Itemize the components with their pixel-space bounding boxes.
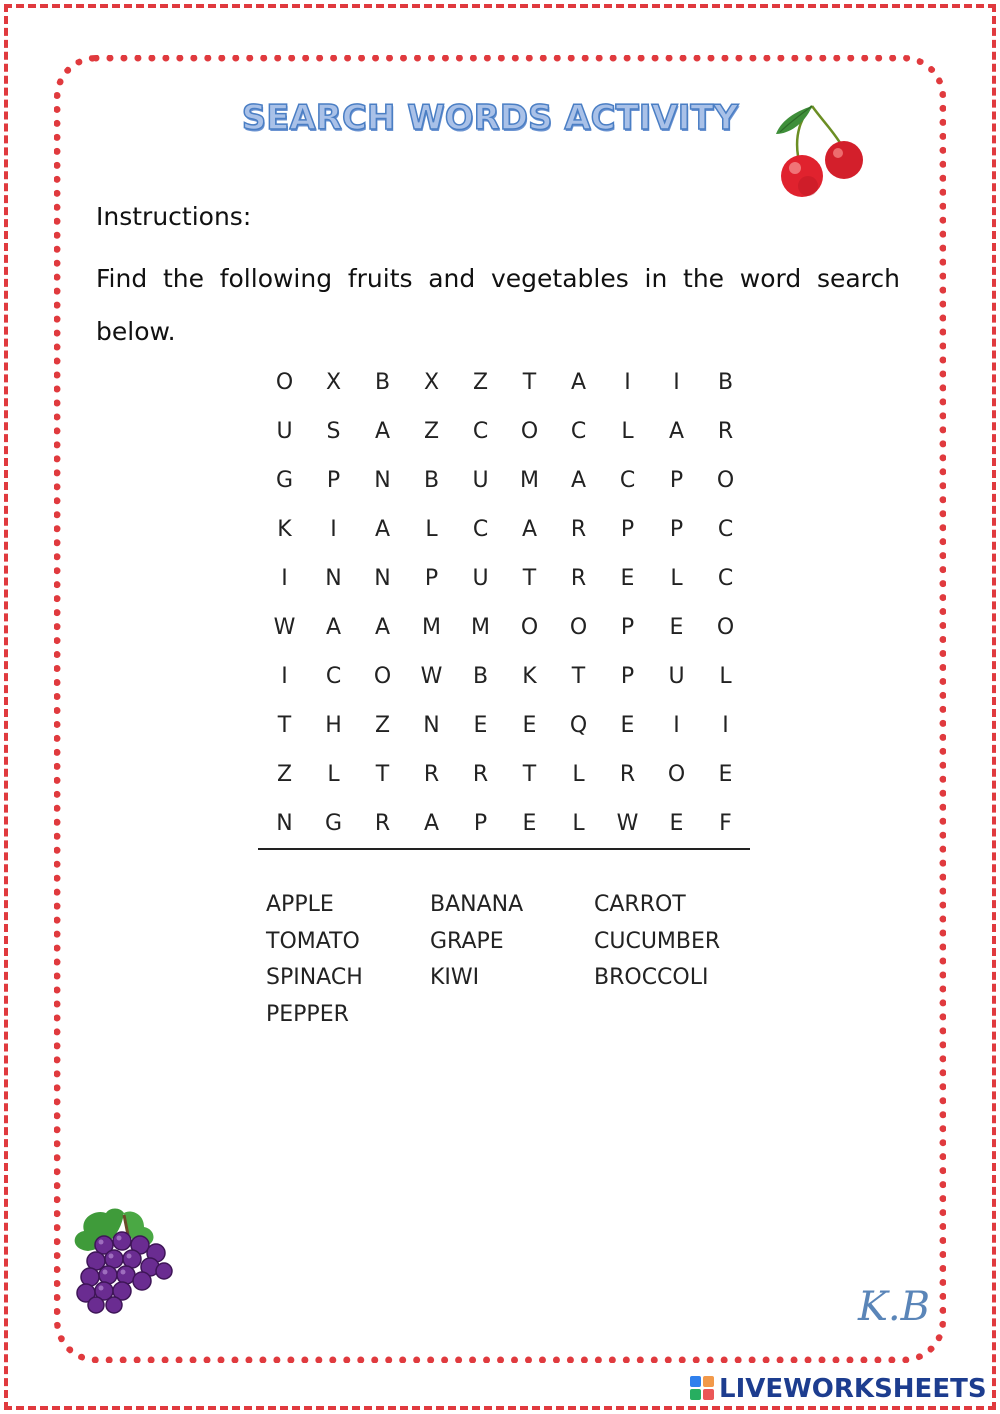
grid-row: [260, 750, 750, 799]
grid-letter[interactable]: T: [277, 713, 292, 738]
grid-letter[interactable]: E: [669, 811, 684, 836]
grid-row: [260, 407, 750, 456]
grid-letter[interactable]: W: [273, 615, 296, 640]
grid-letter[interactable]: L: [572, 762, 585, 787]
grid-letter[interactable]: U: [276, 419, 293, 444]
grid-row: [260, 505, 750, 554]
grid-letter[interactable]: O: [520, 615, 539, 640]
grid-letter[interactable]: L: [572, 811, 585, 836]
grid-letter[interactable]: E: [473, 713, 488, 738]
grid-letter[interactable]: K: [277, 517, 292, 542]
grid-letter[interactable]: R: [374, 811, 391, 836]
grid-letter[interactable]: U: [472, 468, 489, 493]
grid-letter[interactable]: E: [718, 762, 733, 787]
grid-letter[interactable]: N: [374, 468, 391, 493]
grid-letter[interactable]: X: [325, 370, 342, 395]
grid-letter[interactable]: Z: [472, 370, 489, 395]
word-list-item: CARROT: [594, 892, 686, 917]
word-list: [266, 888, 758, 1032]
grid-row: [260, 652, 750, 701]
grid-letter[interactable]: R: [570, 517, 587, 542]
grid-letter[interactable]: H: [325, 713, 342, 738]
word-list-item: PEPPER: [266, 1001, 349, 1027]
grid-letter[interactable]: E: [522, 713, 537, 738]
grid-letter[interactable]: N: [276, 811, 293, 836]
grid-letter[interactable]: U: [472, 566, 489, 591]
grid-letter[interactable]: A: [668, 419, 685, 444]
word-list-item: SPINACH: [266, 965, 363, 990]
grid-letter[interactable]: T: [571, 664, 586, 689]
grid-letter[interactable]: C: [472, 517, 489, 542]
grid-letter[interactable]: F: [719, 811, 732, 836]
grid-letter[interactable]: P: [669, 468, 684, 493]
grid-letter[interactable]: M: [422, 615, 441, 640]
grid-letter[interactable]: C: [570, 419, 587, 444]
word-list-item: APPLE: [266, 892, 334, 917]
grid-letter[interactable]: O: [520, 419, 539, 444]
instructions-label: Instructions:: [96, 202, 252, 231]
grid-letter[interactable]: O: [569, 615, 588, 640]
word-list-item: BANANA: [430, 892, 524, 917]
grid-letter[interactable]: P: [669, 517, 684, 542]
grid-letter[interactable]: C: [619, 468, 636, 493]
grid-letter[interactable]: A: [570, 370, 587, 395]
grid-letter[interactable]: S: [326, 419, 341, 444]
grid-letter[interactable]: E: [620, 713, 635, 738]
grid-letter[interactable]: I: [281, 664, 288, 689]
grid-letter[interactable]: G: [324, 811, 343, 836]
grid-letter[interactable]: N: [325, 566, 342, 591]
grid-letter[interactable]: N: [423, 713, 440, 738]
grid-letter[interactable]: L: [621, 419, 634, 444]
grid-letter[interactable]: A: [374, 419, 391, 444]
liveworksheets-logo[interactable]: [690, 1372, 987, 1406]
grid-letter[interactable]: T: [375, 762, 390, 787]
grid-letter[interactable]: R: [472, 762, 489, 787]
grid-letter[interactable]: P: [424, 566, 439, 591]
grid-letter[interactable]: O: [667, 762, 686, 787]
grid-letter[interactable]: Z: [374, 713, 391, 738]
grid-letter[interactable]: I: [673, 370, 680, 395]
liveworksheets-logo-icon: [690, 1376, 716, 1402]
grid-letter[interactable]: I: [673, 713, 680, 738]
grid-letter[interactable]: A: [423, 811, 440, 836]
grid-letter[interactable]: I: [624, 370, 631, 395]
grid-letter[interactable]: A: [521, 517, 538, 542]
page-title: SEARCH WORDS ACTIVITY: [241, 98, 739, 138]
grid-letter[interactable]: Z: [423, 419, 440, 444]
instructions-text: Find the following fruits and vegetables in the word search below.: [96, 264, 900, 346]
word-list-item: BROCCOLI: [594, 965, 709, 990]
grid-letter[interactable]: P: [620, 615, 635, 640]
grid-row: [260, 554, 750, 603]
grid-letter[interactable]: W: [420, 664, 443, 689]
grid-letter[interactable]: L: [327, 762, 340, 787]
grid-letter[interactable]: A: [374, 615, 391, 640]
grid-letter[interactable]: P: [326, 468, 341, 493]
grid-letter[interactable]: P: [620, 517, 635, 542]
grid-letter[interactable]: A: [374, 517, 391, 542]
grid-letter[interactable]: A: [325, 615, 342, 640]
grid-row: [260, 603, 750, 652]
author-initials: K.B: [858, 1284, 930, 1330]
grid-letter[interactable]: M: [471, 615, 490, 640]
word-list-item: CUCUMBER: [594, 928, 721, 954]
grid-letter[interactable]: O: [716, 615, 735, 640]
grid-letter[interactable]: C: [717, 566, 734, 591]
word-search-grid: [260, 358, 750, 848]
grid-letter[interactable]: I: [330, 517, 337, 542]
grid-letter[interactable]: R: [570, 566, 587, 591]
grid-letter[interactable]: E: [522, 811, 537, 836]
grid-letter[interactable]: C: [325, 664, 342, 689]
grid-letter[interactable]: A: [570, 468, 587, 493]
word-list-item: KIWI: [430, 965, 480, 990]
grid-letter[interactable]: P: [620, 664, 635, 689]
grid-row: [260, 456, 750, 505]
grid-letter[interactable]: E: [669, 615, 684, 640]
grid-letter[interactable]: E: [620, 566, 635, 591]
grid-letter[interactable]: T: [522, 566, 537, 591]
grid-letter[interactable]: R: [619, 762, 636, 787]
grid-letter[interactable]: R: [717, 419, 734, 444]
grid-row: [260, 799, 750, 848]
grid-letter[interactable]: C: [717, 517, 734, 542]
grid-letter[interactable]: Q: [569, 713, 588, 738]
grid-letter[interactable]: L: [670, 566, 683, 591]
grid-letter[interactable]: B: [717, 370, 734, 395]
grid-letter[interactable]: T: [522, 762, 537, 787]
grid-letter[interactable]: T: [522, 370, 537, 395]
grid-letter[interactable]: K: [522, 664, 537, 689]
grid-letter[interactable]: I: [281, 566, 288, 591]
grid-letter[interactable]: C: [472, 419, 489, 444]
cherry-icon: [772, 100, 872, 200]
grid-letter[interactable]: L: [425, 517, 438, 542]
grid-row: [260, 701, 750, 750]
grid-letter[interactable]: M: [520, 468, 539, 493]
grapes-icon: [66, 1205, 176, 1315]
grid-letter[interactable]: G: [275, 468, 294, 493]
grid-divider: [258, 848, 750, 850]
grid-letter[interactable]: W: [616, 811, 639, 836]
grid-letter[interactable]: B: [423, 468, 440, 493]
liveworksheets-brand-text: LIVEWORKSHEETS: [719, 1374, 987, 1404]
grid-letter[interactable]: L: [719, 664, 732, 689]
grid-row: [260, 358, 750, 407]
word-list-item: TOMATO: [266, 928, 360, 954]
grid-letter[interactable]: O: [716, 468, 735, 493]
grid-letter[interactable]: X: [423, 370, 440, 395]
grid-letter[interactable]: P: [473, 811, 488, 836]
grid-letter[interactable]: R: [423, 762, 440, 787]
grid-letter[interactable]: Z: [276, 762, 293, 787]
grid-letter[interactable]: O: [373, 664, 392, 689]
grid-letter[interactable]: U: [668, 664, 685, 689]
grid-letter[interactable]: N: [374, 566, 391, 591]
grid-letter[interactable]: O: [275, 370, 294, 395]
grid-letter[interactable]: I: [722, 713, 729, 738]
word-list-item: GRAPE: [430, 928, 504, 954]
grid-letter[interactable]: B: [374, 370, 391, 395]
grid-letter[interactable]: B: [472, 664, 489, 689]
